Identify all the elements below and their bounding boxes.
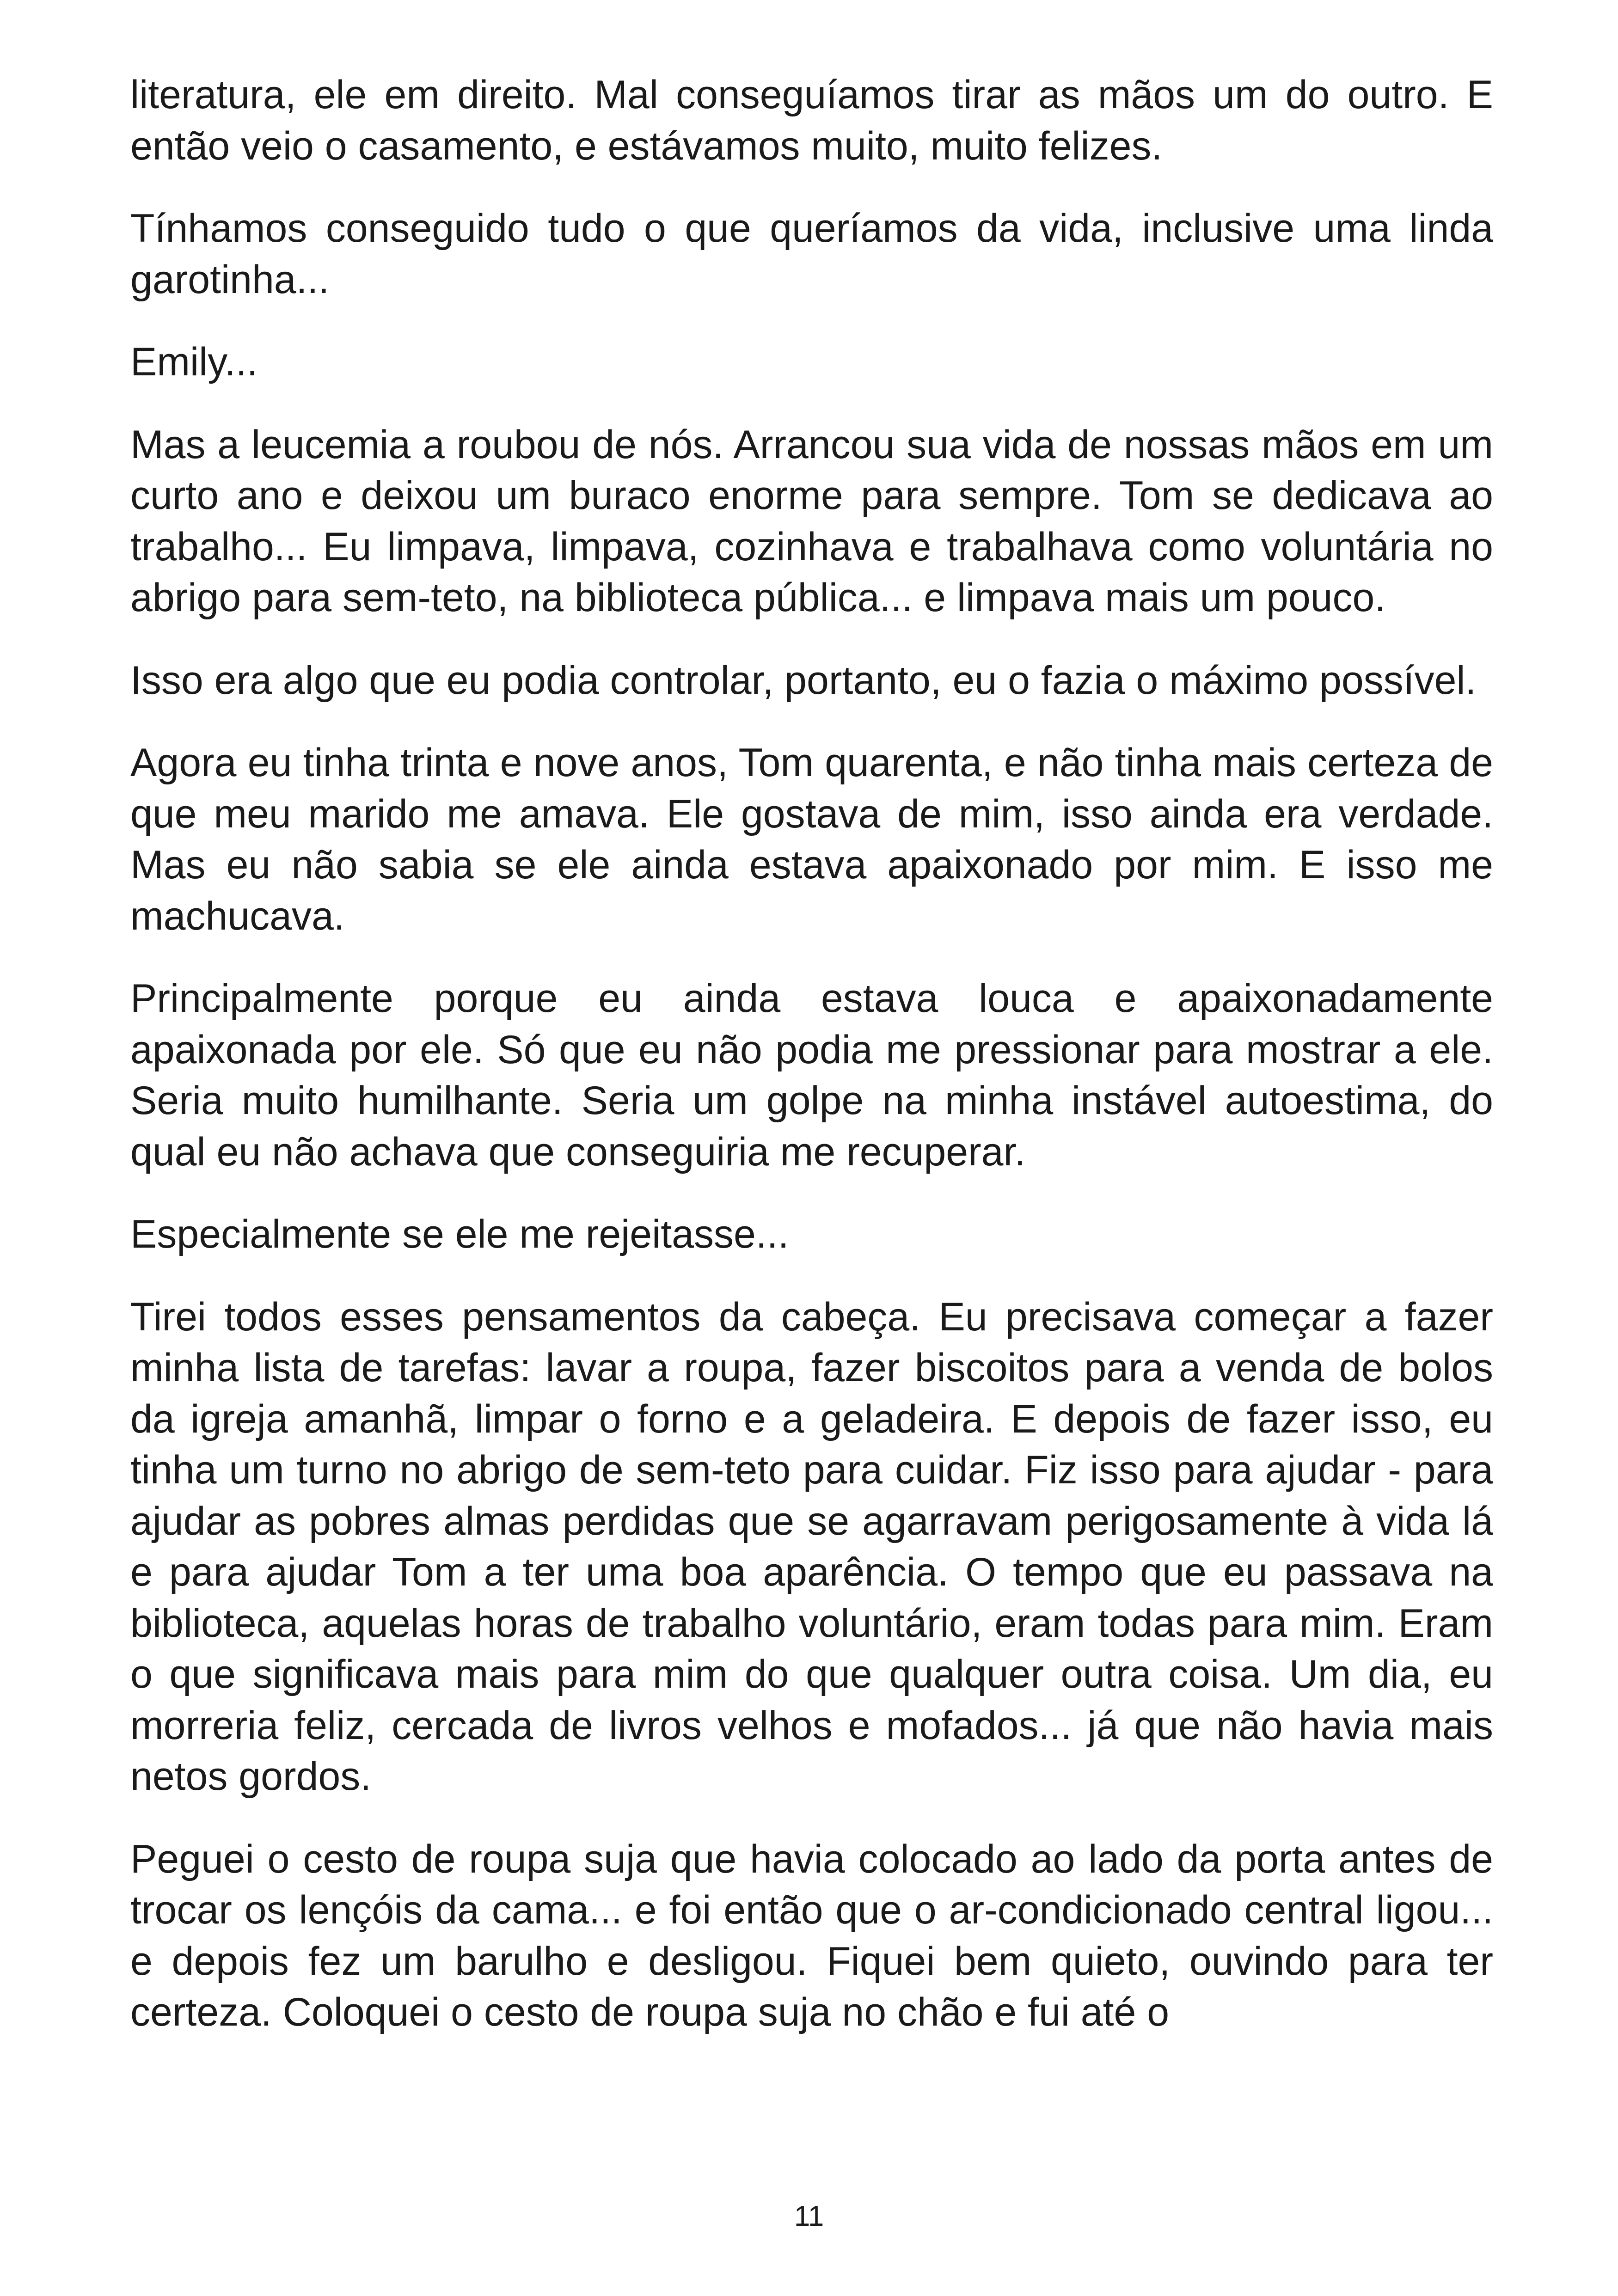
paragraph: Tínhamos conseguido tudo o que queríamos da vida, inclusive uma linda garotinha...: [130, 206, 1493, 302]
paragraph: Emily...: [130, 340, 258, 384]
paragraph: Agora eu tinha trinta e nove anos, Tom quarenta, e não tinha mais certeza de que meu marido me amava. Ele gostava de mim, isso ainda era verdade. Mas eu não sabia se ele ainda estava apaixonado por mim. E isso me machucava.: [130, 741, 1493, 938]
paragraph: Principalmente porque eu ainda estava louca e apaixonadamente apaixonada por ele. Só que eu não podia me pressionar para mostrar a ele. Seria muito humilhante. Seria um golpe na minha instável autoestima, do qual eu não achava que conseguiria me recuperar.: [130, 976, 1493, 1174]
paragraph: Isso era algo que eu podia controlar, portanto, eu o fazia o máximo possível.: [130, 658, 1477, 703]
paragraph: literatura, ele em direito. Mal conseguíamos tirar as mãos um do outro. E então veio o casamento, e estávamos muito, muito felizes.: [130, 73, 1493, 168]
body-text: [130, 69, 1493, 2069]
paragraph: Mas a leucemia a roubou de nós. Arrancou sua vida de nossas mãos em um curto ano e deixou um buraco enorme para sempre. Tom se dedicava ao trabalho... Eu limpava, limpava, cozinhava e trabalhava como voluntária no abrigo para sem-teto, na biblioteca pública... e limpava mais um pouco.: [130, 422, 1493, 620]
paragraph: Especialmente se ele me rejeitasse...: [130, 1212, 789, 1256]
page-number: 11: [794, 2200, 824, 2232]
paragraph: Tirei todos esses pensamentos da cabeça. Eu precisava começar a fazer minha lista de tarefas: lavar a roupa, fazer biscoitos para a venda de bolos da igreja amanhã, limpar o forno e a geladeira. E depois de fazer isso, eu tinha um turno no abrigo de sem-teto para cuidar. Fiz isso para ajudar - para ajudar as pobres almas perdidas que se agarravam perigosamente à vida lá e para ajudar Tom a ter uma boa aparência. O tempo que eu passava na biblioteca, aquelas horas de trabalho voluntário, eram todas para mim. Eram o que significava mais para mim do que qualquer outra coisa. Um dia, eu morreria feliz, cercada de livros velhos e mofados... já que não havia mais netos gordos.: [130, 1294, 1493, 1799]
paragraph: Peguei o cesto de roupa suja que havia colocado ao lado da porta antes de trocar os lençóis da cama... e foi então que o ar-condicionado central ligou... e depois fez um barulho e desligou. Fiquei bem quieto, ouvindo para ter certeza. Coloquei o cesto de roupa suja no chão e fui até o: [130, 1837, 1493, 2034]
